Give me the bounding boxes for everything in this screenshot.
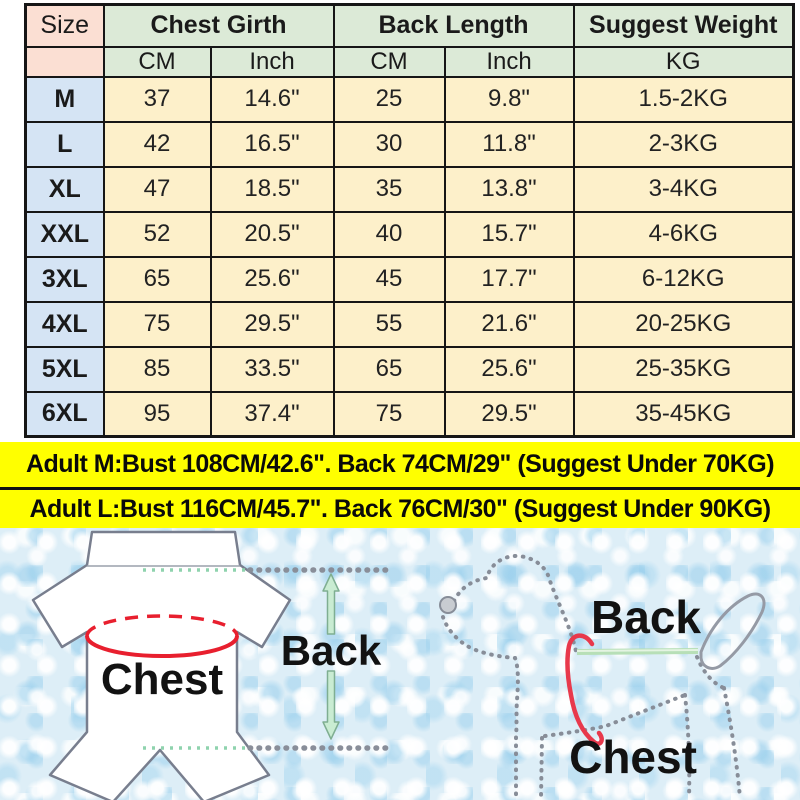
- size-cell: 5XL: [26, 347, 104, 392]
- size-column-header: Size: [26, 5, 104, 47]
- garment-back-label: Back: [280, 627, 382, 674]
- weight-unit: KG: [574, 47, 794, 77]
- back-inch-cell: 13.8": [445, 167, 574, 212]
- dog-back-line-highlight: [577, 650, 698, 651]
- weight-cell: 1.5-2KG: [574, 77, 794, 122]
- chest-inch-cell: 33.5": [211, 347, 334, 392]
- chest-inch-cell: 16.5": [211, 122, 334, 167]
- back-inch-cell: 29.5": [445, 392, 574, 437]
- size-cell: XL: [26, 167, 104, 212]
- back-cm-cell: 25: [334, 77, 445, 122]
- chest-cm-cell: 85: [104, 347, 211, 392]
- weight-cell: 6-12KG: [574, 257, 794, 302]
- chest-inch-cell: 18.5": [211, 167, 334, 212]
- units-size-cell: [26, 47, 104, 77]
- back-cm-cell: 30: [334, 122, 445, 167]
- units-row: [26, 47, 794, 77]
- size-chart-table-wrap: [24, 3, 792, 438]
- back-inch-cell: 21.6": [445, 302, 574, 347]
- back-cm-cell: 40: [334, 212, 445, 257]
- back-inch-cell: 17.7": [445, 257, 574, 302]
- chest-cm-cell: 65: [104, 257, 211, 302]
- weight-cell: 35-45KG: [574, 392, 794, 437]
- garment-chest-label: Chest: [100, 655, 224, 704]
- size-cell: 6XL: [26, 392, 104, 437]
- dog-tail: [701, 594, 764, 668]
- dog-nose: [440, 597, 456, 613]
- weight-cell: 4-6KG: [574, 212, 794, 257]
- chest-cm-cell: 47: [104, 167, 211, 212]
- chest-cm-cell: 52: [104, 212, 211, 257]
- chest-inch-unit: Inch: [211, 47, 334, 77]
- dog-chest-label: Chest: [569, 731, 697, 783]
- size-cell: M: [26, 77, 104, 122]
- back-length-header: Back Length: [334, 5, 574, 47]
- chest-cm-cell: 95: [104, 392, 211, 437]
- weight-cell: 3-4KG: [574, 167, 794, 212]
- weight-cell: 25-35KG: [574, 347, 794, 392]
- back-cm-cell: 45: [334, 257, 445, 302]
- weight-cell: 20-25KG: [574, 302, 794, 347]
- back-inch-cell: 25.6": [445, 347, 574, 392]
- back-cm-cell: 55: [334, 302, 445, 347]
- back-cm-cell: 75: [334, 392, 445, 437]
- back-inch-cell: 11.8": [445, 122, 574, 167]
- back-inch-cell: 9.8": [445, 77, 574, 122]
- adult-size-notes: [0, 442, 800, 528]
- table-row: [26, 347, 794, 392]
- size-cell: 4XL: [26, 302, 104, 347]
- dog-back-label: Back: [591, 591, 701, 643]
- adult-l-note: Adult L:Bust 116CM/45.7". Back 76CM/30" (Suggest Under 90KG): [0, 490, 800, 528]
- table-row: [26, 77, 794, 122]
- table-row: [26, 257, 794, 302]
- chest-inch-cell: 29.5": [211, 302, 334, 347]
- adult-m-note: Adult M:Bust 108CM/42.6". Back 74CM/29" (Suggest Under 70KG): [0, 442, 800, 487]
- chest-cm-cell: 42: [104, 122, 211, 167]
- chest-cm-cell: 75: [104, 302, 211, 347]
- chest-inch-cell: 37.4": [211, 392, 334, 437]
- measurement-diagram: [0, 528, 800, 800]
- suggest-weight-header: Suggest Weight: [574, 5, 794, 47]
- weight-cell: 2-3KG: [574, 122, 794, 167]
- back-inch-cell: 15.7": [445, 212, 574, 257]
- table-row: [26, 392, 794, 437]
- size-cell: 3XL: [26, 257, 104, 302]
- table-row: [26, 167, 794, 212]
- size-cell: XXL: [26, 212, 104, 257]
- table-row: [26, 212, 794, 257]
- size-chart-table: [24, 3, 795, 438]
- back-cm-unit: CM: [334, 47, 445, 77]
- chest-girth-header: Chest Girth: [104, 5, 334, 47]
- header-row: [26, 5, 794, 47]
- chest-inch-cell: 14.6": [211, 77, 334, 122]
- back-length-arrow-up: [323, 574, 339, 634]
- back-cm-cell: 35: [334, 167, 445, 212]
- diagram-svg: [0, 528, 800, 800]
- chest-cm-cell: 37: [104, 77, 211, 122]
- chest-inch-cell: 20.5": [211, 212, 334, 257]
- back-length-arrow-down: [323, 671, 339, 739]
- chest-inch-cell: 25.6": [211, 257, 334, 302]
- chest-cm-unit: CM: [104, 47, 211, 77]
- size-cell: L: [26, 122, 104, 167]
- table-row: [26, 122, 794, 167]
- back-cm-cell: 65: [334, 347, 445, 392]
- table-row: [26, 302, 794, 347]
- back-inch-unit: Inch: [445, 47, 574, 77]
